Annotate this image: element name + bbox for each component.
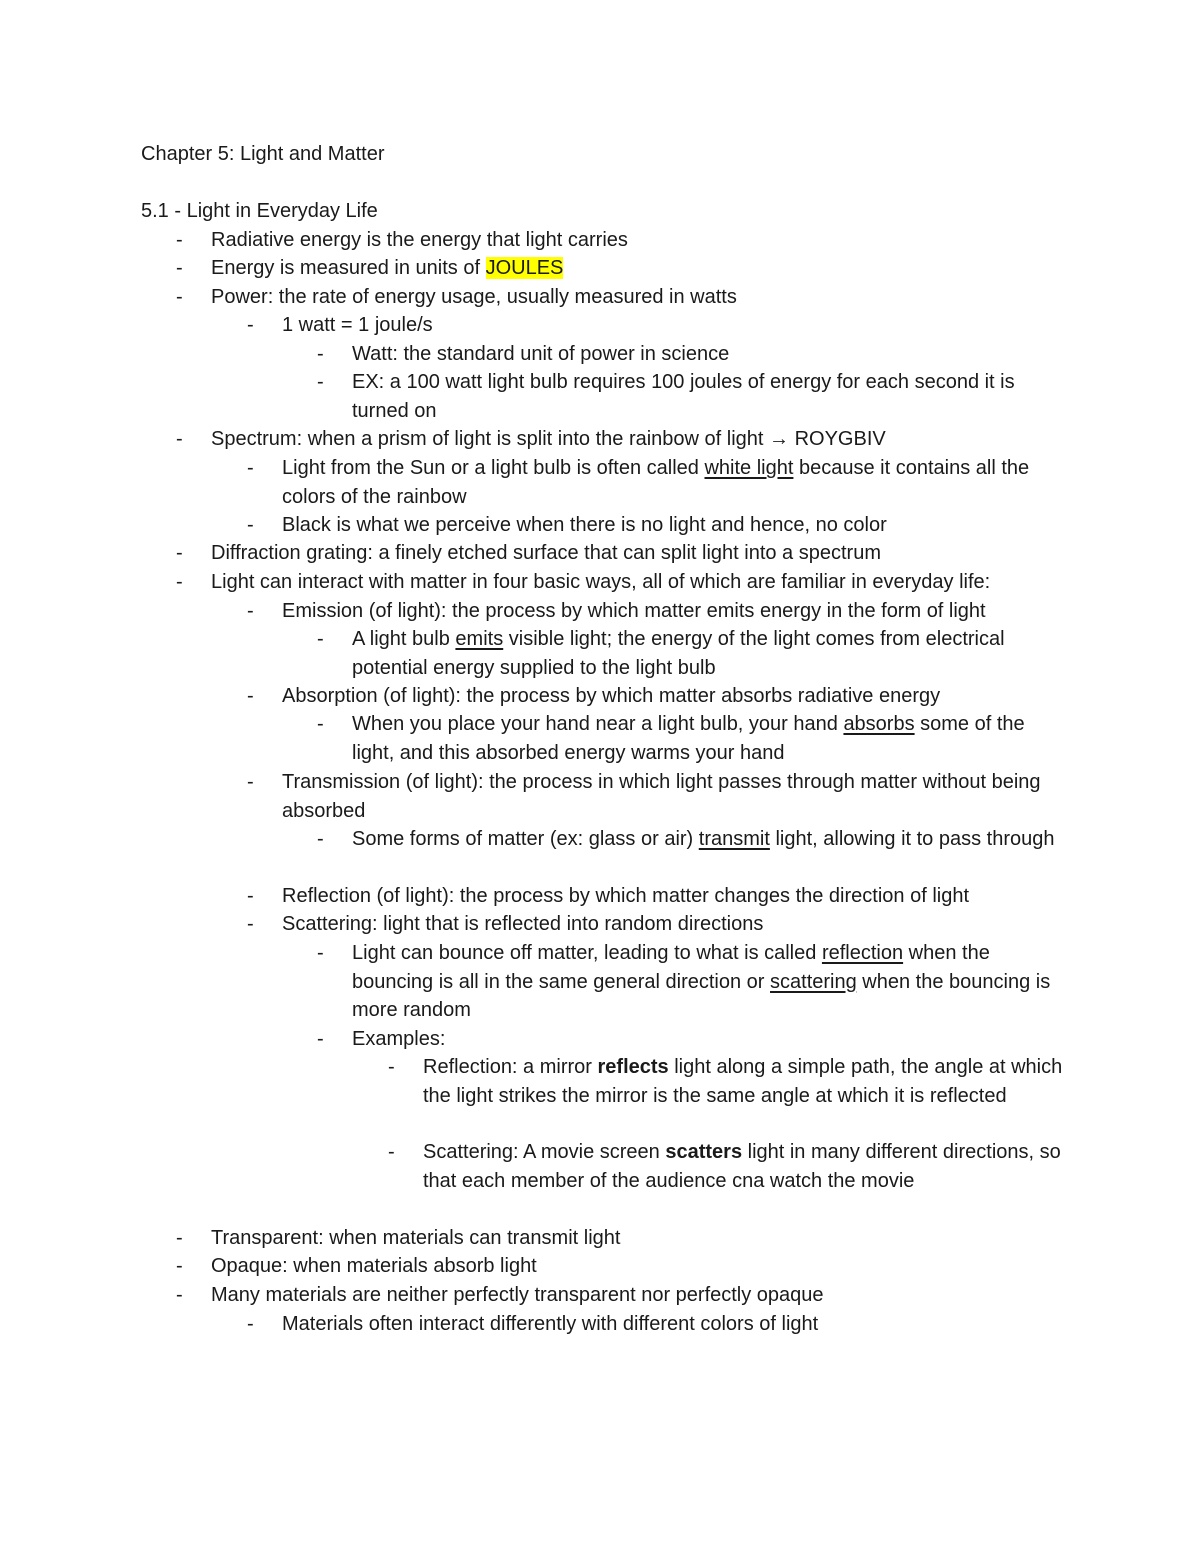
list-item	[176, 283, 1091, 312]
list-item-text: Spectrum: when a prism of light is split into the rainbow of light → ROYGBIV	[211, 428, 886, 450]
bullet-dash: -	[388, 1056, 395, 1078]
list-item	[176, 1252, 1091, 1281]
list-item-text: When you place your hand near a light bulb, your hand	[352, 713, 844, 735]
bullet-dash: -	[247, 600, 254, 622]
bullet-dash: -	[317, 371, 324, 393]
list-item	[247, 311, 1072, 340]
list-item	[317, 939, 1067, 1025]
list-item	[388, 1138, 1063, 1195]
bullet-dash: -	[176, 229, 183, 251]
bullet-dash: -	[317, 942, 324, 964]
list-item-text: light in many different directions, so that each member of the audience cna watch the movie	[423, 1141, 1061, 1192]
list-item	[317, 625, 1067, 682]
bullet-dash: -	[176, 571, 183, 593]
list-item	[247, 910, 1072, 939]
list-item-text: Black is what we perceive when there is no light and hence, no color	[282, 514, 887, 536]
bullet-dash: -	[388, 1141, 395, 1163]
list-item	[176, 254, 1091, 283]
bullet-dash: -	[176, 542, 183, 564]
list-item-text: Scattering: light that is reflected into random directions	[282, 913, 764, 935]
list-item-text: Energy is measured in units of	[211, 257, 486, 279]
list-item-text: because it contains all the colors of the rainbow	[282, 457, 1030, 508]
list-item	[176, 425, 1091, 454]
list-item-text: Light can interact with matter in four basic ways, all of which are familiar in everyday life:	[211, 571, 991, 593]
list-item-text: Scattering: A movie screen	[423, 1141, 666, 1163]
highlighted-text: JOULES	[485, 257, 564, 279]
list-item	[247, 454, 1072, 511]
list-item-text: Power: the rate of energy usage, usually measured in watts	[211, 286, 737, 308]
bullet-dash: -	[176, 1284, 183, 1306]
list-item	[317, 710, 1067, 767]
list-item-text: Transmission (of light): the process in which light passes through matter without being absorbed	[282, 771, 1041, 822]
list-item	[176, 568, 1091, 597]
list-item-text: 1 watt = 1 joule/s	[282, 314, 433, 336]
list-item	[317, 825, 1067, 854]
list-item	[388, 1053, 1063, 1110]
list-item-text: light, allowing it to pass through	[769, 828, 1055, 850]
bullet-dash: -	[317, 628, 324, 650]
underlined-term: emits	[455, 628, 504, 650]
list-item	[317, 368, 1067, 425]
chapter-title: Chapter 5: Light and Matter	[141, 143, 385, 165]
bullet-dash: -	[176, 257, 183, 279]
list-item	[317, 1025, 1067, 1054]
underlined-term: scattering	[770, 970, 857, 993]
list-item-text: when the bouncing is more random	[352, 970, 1051, 1021]
list-item	[247, 682, 1072, 711]
section-heading: 5.1 - Light in Everyday Life	[141, 200, 378, 222]
list-item-text: Reflection: a mirror	[423, 1056, 598, 1078]
list-item-text: Emission (of light): the process by which matter emits energy in the form of light	[282, 600, 986, 622]
list-item-text: Transparent: when materials can transmit light	[211, 1227, 621, 1249]
list-item-text: A light bulb	[352, 628, 456, 650]
bold-term: reflects	[597, 1056, 669, 1078]
list-item	[247, 511, 1072, 540]
bullet-dash: -	[247, 314, 254, 336]
bullet-dash: -	[247, 771, 254, 793]
list-item-text: Reflection (of light): the process by which matter changes the direction of light	[282, 885, 970, 907]
bullet-dash: -	[247, 685, 254, 707]
list-item	[247, 597, 1072, 626]
underlined-term: white light	[704, 457, 794, 479]
bullet-dash: -	[317, 713, 324, 735]
bullet-dash: -	[176, 1227, 183, 1249]
list-item	[176, 226, 1091, 255]
bullet-dash: -	[247, 885, 254, 907]
list-item-text: light along a simple path, the angle at which the light strikes the mirror is the same angle at which it is reflected	[423, 1056, 1063, 1107]
list-item	[317, 340, 1067, 369]
bullet-dash: -	[317, 1028, 324, 1050]
bullet-dash: -	[176, 428, 183, 450]
list-item-text: Watt: the standard unit of power in science	[352, 343, 730, 365]
bullet-dash: -	[317, 828, 324, 850]
list-item-text: Opaque: when materials absorb light	[211, 1255, 537, 1277]
bullet-dash: -	[176, 1255, 183, 1277]
list-item-text: Some forms of matter (ex: glass or air)	[352, 828, 699, 850]
bullet-dash: -	[247, 913, 254, 935]
bullet-dash: -	[317, 343, 324, 365]
bullet-dash: -	[176, 286, 183, 308]
underlined-term: transmit	[698, 828, 770, 850]
list-item-text: Radiative energy is the energy that light carries	[211, 229, 628, 251]
list-item-text: Light from the Sun or a light bulb is often called	[282, 457, 705, 479]
list-item-text: Materials often interact differently with different colors of light	[282, 1313, 819, 1335]
list-item-text: Absorption (of light): the process by which matter absorbs radiative energy	[282, 685, 941, 707]
list-item	[176, 539, 1091, 568]
list-item	[247, 768, 1072, 825]
list-item-text: Light can bounce off matter, leading to what is called	[352, 942, 822, 964]
bullet-dash: -	[247, 1313, 254, 1335]
list-item-text: EX: a 100 watt light bulb requires 100 joules of energy for each second it is turned on	[352, 371, 1015, 422]
list-item-text: Many materials are neither perfectly transparent nor perfectly opaque	[211, 1284, 824, 1306]
list-item-text: when the bouncing is all in the same general direction or	[352, 942, 990, 993]
bold-term: scatters	[665, 1141, 743, 1163]
underlined-term: reflection	[821, 942, 904, 964]
bullet-dash: -	[247, 514, 254, 536]
list-item	[176, 1281, 1091, 1310]
underlined-term: absorbs	[843, 713, 915, 735]
list-item	[247, 1310, 1072, 1339]
list-item-text: Diffraction grating: a finely etched surface that can split light into a spectrum	[211, 542, 881, 564]
bullet-dash: -	[247, 457, 254, 479]
list-item	[176, 1224, 1091, 1253]
list-item-text: visible light; the energy of the light comes from electrical potential energy supplied to the light bulb	[352, 628, 1005, 679]
list-item	[247, 882, 1072, 911]
list-item-text: some of the light, and this absorbed energy warms your hand	[352, 713, 1025, 764]
list-item-text: Examples:	[352, 1028, 446, 1050]
